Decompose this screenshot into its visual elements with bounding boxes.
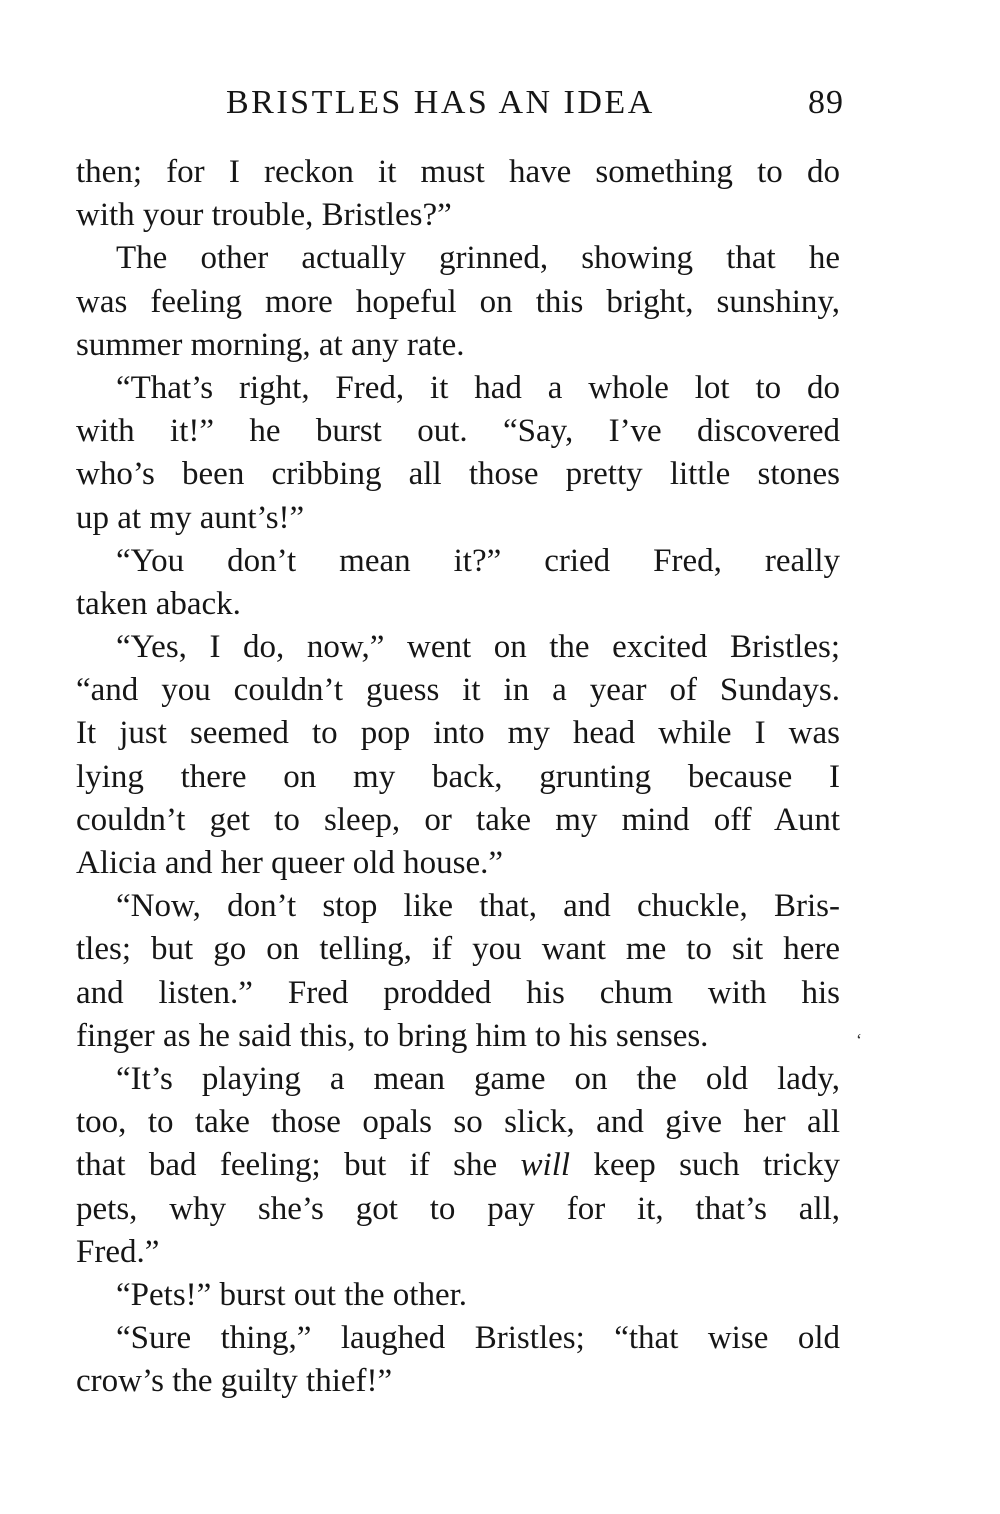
text-line: finger as he said this, to bring him to his senses. bbox=[76, 1017, 709, 1054]
text-line: with your trouble, Bristles?” bbox=[76, 197, 452, 234]
text-line: Alicia and her queer old house.” bbox=[76, 845, 504, 881]
text-line: crow’s the guilty thief!” bbox=[76, 1363, 393, 1400]
text-line: “and you couldn’t guess it in a year of Sundays. bbox=[76, 672, 840, 709]
text-line: up at my aunt’s!” bbox=[76, 499, 305, 536]
text-line: taken aback. bbox=[76, 585, 241, 622]
text-line: too, to take those opals so slick, and give her all bbox=[76, 1104, 840, 1141]
text-line: “You don’t mean it?” cried Fred, really bbox=[116, 542, 840, 579]
text-line: summer morning, at any rate. bbox=[76, 326, 465, 363]
text-line: “It’s playing a mean game on the old lady, bbox=[116, 1060, 840, 1097]
text-line: “Now, don’t stop like that, and chuckle, Bris- bbox=[116, 888, 840, 925]
text-line: “That’s right, Fred, it had a whole lot to do bbox=[116, 369, 840, 406]
text-line: lying there on my back, grunting because I bbox=[76, 758, 840, 795]
text-line: pets, why she’s got to pay for it, that’s all, bbox=[76, 1190, 840, 1227]
text-line: was feeling more hopeful on this bright, sunshiny, bbox=[76, 283, 840, 320]
running-title: BRISTLES HAS AN IDEA bbox=[226, 84, 655, 121]
text-line: It just seemed to pop into my head while I was bbox=[76, 715, 840, 752]
running-head bbox=[76, 84, 844, 132]
text-line: couldn’t get to sleep, or take my mind off Aunt bbox=[76, 801, 840, 838]
text-line: “Yes, I do, now,” went on the excited Bristles; bbox=[116, 629, 840, 666]
text-line: with it!” he burst out. “Say, I’ve discovered bbox=[76, 413, 840, 450]
page-number: 89 bbox=[808, 84, 844, 121]
text-line: tles; but go on telling, if you want me to sit here bbox=[76, 931, 840, 968]
text-line: “Pets!” burst out the other. bbox=[116, 1276, 468, 1313]
text-line: The other actually grinned, showing that he bbox=[116, 240, 840, 277]
body-text bbox=[76, 151, 840, 1403]
text-line: and listen.” Fred prodded his chum with his bbox=[76, 974, 840, 1011]
emphasis: will bbox=[520, 1147, 571, 1184]
text-line: that bad feeling; but if she will keep such tricky bbox=[76, 1147, 840, 1184]
text-line: who’s been cribbing all those pretty little stones bbox=[76, 456, 840, 493]
margin-mark: ‘ bbox=[856, 1030, 862, 1050]
text-line: Fred.” bbox=[76, 1233, 160, 1270]
text-line: then; for I reckon it must have something to do bbox=[76, 154, 840, 190]
text-line: “Sure thing,” laughed Bristles; “that wise old bbox=[116, 1320, 840, 1357]
